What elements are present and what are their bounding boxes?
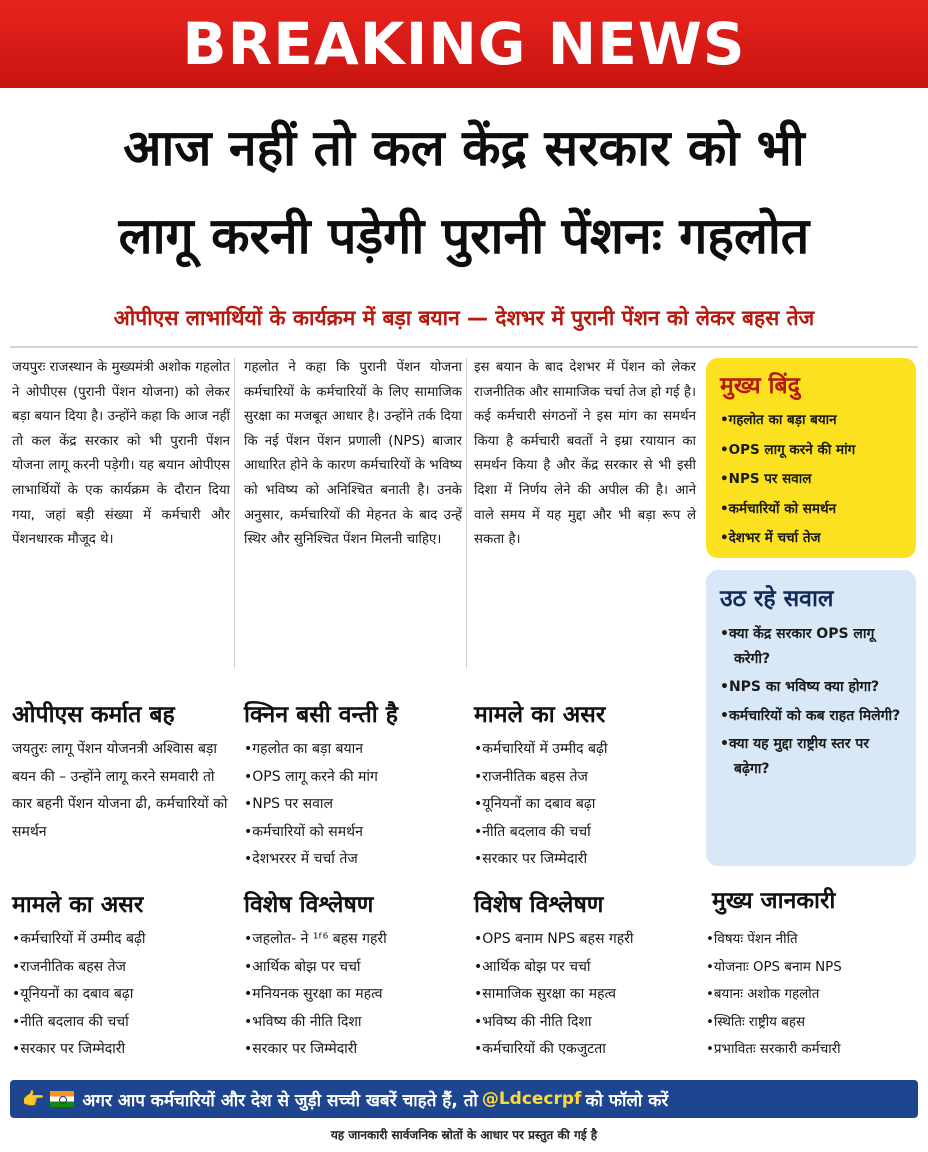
- questions-box: [706, 570, 916, 866]
- section-e-list: [244, 926, 387, 1064]
- list-item: • प्रभावितः सरकारी कर्मचारी: [706, 1036, 842, 1064]
- section-d-list: [12, 926, 146, 1064]
- list-item: • OPS लागू करने की मांग: [244, 764, 378, 792]
- list-item: • राजनीतिक बहस तेज: [12, 954, 146, 982]
- column-divider: [466, 358, 467, 668]
- headline-line-2: लागू करनी पड़ेगी पुरानी पेंशनः गहलोत: [118, 207, 810, 265]
- list-item: • कर्मचारियों में उम्मीद बढ़ी: [474, 736, 608, 764]
- article-column-1: जयपुरः राजस्थान के मुख्यमंत्री अशोक गहलोत ने ओपीएस (पुरानी पेंशन योजना) को लेकर बड़ा बयान दिया है। उन्होंने कहा कि आज नहीं तो कल केंद्र सरकार को भी पुरानी पेंशन योजना लागू करनी पड़ेगी। यह बयान ओपीएस लाभार्थियों के एक कार्यक्रम के दौरान दिया गया, जहां बड़ी संख्या में कर्मचारी और पेंशनधारक मौजूद थे।: [12, 360, 230, 548]
- list-item: • विषयः पेंशन नीति: [706, 926, 842, 954]
- list-item: • कर्मचारियों में उम्मीद बढ़ी: [12, 926, 146, 954]
- list-item: • भविष्य की नीति दिशा: [474, 1009, 634, 1037]
- headline-line-1: आज नहीं तो कल केंद्र सरकार को भी: [123, 119, 805, 177]
- list-item: • नीति बदलाव की चर्चा: [12, 1009, 146, 1037]
- list-item: • जहलोत- ने ¹ᶠ⁶ बहस गहरी: [244, 926, 387, 954]
- list-item: • राजनीतिक बहस तेज: [474, 764, 608, 792]
- column-divider: [234, 358, 235, 668]
- article-column-2: गहलोत ने कहा कि पुरानी पेंशन योजना कर्मचारियों के कर्मचारियों के लिए सामाजिक सुरक्षा का मजबूत आधार है। उन्होंने तर्क दिया कि नई पेंशन पेंशन प्रणाली (NPS) बाजार आधारित होने के कारण कर्मचारियों के भविष्य को भविष्य को अनिश्चित बनाती है। उनके अनुसार, कर्मचारियों की मेहनत के बाद उन्हें स्थिर और सुनिश्चित पेंशन मिलनी चाहिए।: [244, 360, 462, 548]
- headline: [10, 104, 918, 280]
- list-item: • कर्मचारियों को समर्थन: [244, 819, 378, 847]
- follow-handle-link[interactable]: @Ldcecrpf: [481, 1089, 582, 1109]
- list-item: • आर्थिक बोझ पर चर्चा: [474, 954, 634, 982]
- list-item: • गहलोत का बड़ा बयान: [720, 406, 902, 436]
- questions-list: [720, 622, 902, 781]
- list-item: • क्या केंद्र सरकार OPS लागू करेगी?: [720, 622, 902, 671]
- section-b-list: [244, 736, 378, 874]
- source-note: यह जानकारी सार्वजनिक स्रोतों के आधार पर प्रस्तुत की गई है: [330, 1128, 598, 1142]
- list-item: • बयानः अशोक गहलोत: [706, 981, 842, 1009]
- key-points-list: [720, 406, 902, 554]
- list-item: • कर्मचारियों की एकजुटता: [474, 1036, 634, 1064]
- section-c-title: मामले का असर: [474, 702, 606, 728]
- list-item: • नीति बदलाव की चर्चा: [474, 819, 608, 847]
- list-item: • सामाजिक सुरक्षा का महत्व: [474, 981, 634, 1009]
- follow-text-end: को फॉलो करें: [585, 1090, 669, 1111]
- list-item: • आर्थिक बोझ पर चर्चा: [244, 954, 387, 982]
- list-item: • भविष्य की नीति दिशा: [244, 1009, 387, 1037]
- divider: [10, 346, 918, 348]
- section-a-text: जयतुरः लागू पेंशन योजनत्री अश्विास बड़ा बयन की – उन्होंने लागू करने समवारी तो कार बहनी पेंशन योजना ढी, कर्मचारियों को समर्थन: [12, 741, 228, 840]
- list-item: • गहलोत का बड़ा बयान: [244, 736, 378, 764]
- section-e-title: विशेष विश्लेषण: [244, 892, 374, 918]
- section-g-list: [706, 926, 842, 1064]
- section-b-title: क्निन बसी वन्ती है: [244, 702, 398, 728]
- list-item: • यूनियनों का दबाव बढ़ा: [12, 981, 146, 1009]
- list-item: • OPS लागू करने की मांग: [720, 436, 902, 466]
- list-item: • NPS पर सवाल: [720, 465, 902, 495]
- list-item: • क्या यह मुद्दा राष्ट्रीय स्तर पर बढ़ेगा?: [720, 732, 902, 781]
- follow-text: अगर आप कर्मचारियों और देश से जुड़ी सच्ची खबरें चाहते हैं, तो: [82, 1090, 478, 1111]
- list-item: • NPS का भविष्य क्या होगा?: [720, 675, 902, 700]
- list-item: • देशभर में चर्चा तेज: [720, 524, 902, 554]
- key-points-box: [706, 358, 916, 558]
- list-item: • स्थितिः राष्ट्रीय बहस: [706, 1009, 842, 1037]
- breaking-news-banner: [0, 0, 928, 88]
- list-item: • यूनियनों का दबाव बढ़ा: [474, 791, 608, 819]
- subheadline: ओपीएस लाभार्थियों के कार्यक्रम में बड़ा बयान — देशभर में पुरानी पेंशन को लेकर बहस तेज: [113, 306, 815, 330]
- section-g-title: मुख्य जानकारी: [712, 888, 836, 914]
- list-item: • कर्मचारियों को समर्थन: [720, 495, 902, 525]
- section-f-title: विशेष विश्लेषण: [474, 892, 604, 918]
- section-f-list: [474, 926, 634, 1064]
- list-item: • देशभररर में चर्चा तेज: [244, 846, 378, 874]
- questions-title: उठ रहे सवाल: [720, 586, 834, 612]
- section-c-list: [474, 736, 608, 874]
- list-item: • सरकार पर जिम्मेदारी: [12, 1036, 146, 1064]
- pointing-hand-icon: 👉: [22, 1088, 45, 1110]
- follow-bar[interactable]: [10, 1080, 918, 1118]
- list-item: • OPS बनाम NPS बहस गहरी: [474, 926, 634, 954]
- section-a-title: ओपीएस कर्मात बह: [12, 702, 175, 728]
- section-d-title: मामले का असर: [12, 892, 144, 918]
- list-item: • NPS पर सवाल: [244, 791, 378, 819]
- list-item: • कर्मचारियों को कब राहत मिलेगी?: [720, 704, 902, 729]
- india-flag-icon: [50, 1091, 74, 1107]
- list-item: • मनियनक सुरक्षा का महत्व: [244, 981, 387, 1009]
- list-item: • सरकार पर जिम्मेदारी: [244, 1036, 387, 1064]
- list-item: • सरकार पर जिम्मेदारी: [474, 846, 608, 874]
- list-item: • योजनाः OPS बनाम NPS: [706, 954, 842, 982]
- article-column-3: इस बयान के बाद देशभर में पेंशन को लेकर राजनीतिक और सामाजिक चर्चा तेज हो गई है। कई कर्मचारी संगठनों ने इस मांग का समर्थन किया है कर्मचारी बवतों ने इम्रा रयायान का समर्थन किया है और केंद्र सरकार से भी इसी दिशा में निर्णय लेने की अपील की है। आने वाले समय में यह मुद्दा और भी बड़ा रूप ले सकता है।: [474, 360, 696, 548]
- banner-label: BREAKING NEWS: [182, 10, 746, 78]
- key-points-title: मुख्य बिंदु: [720, 373, 800, 399]
